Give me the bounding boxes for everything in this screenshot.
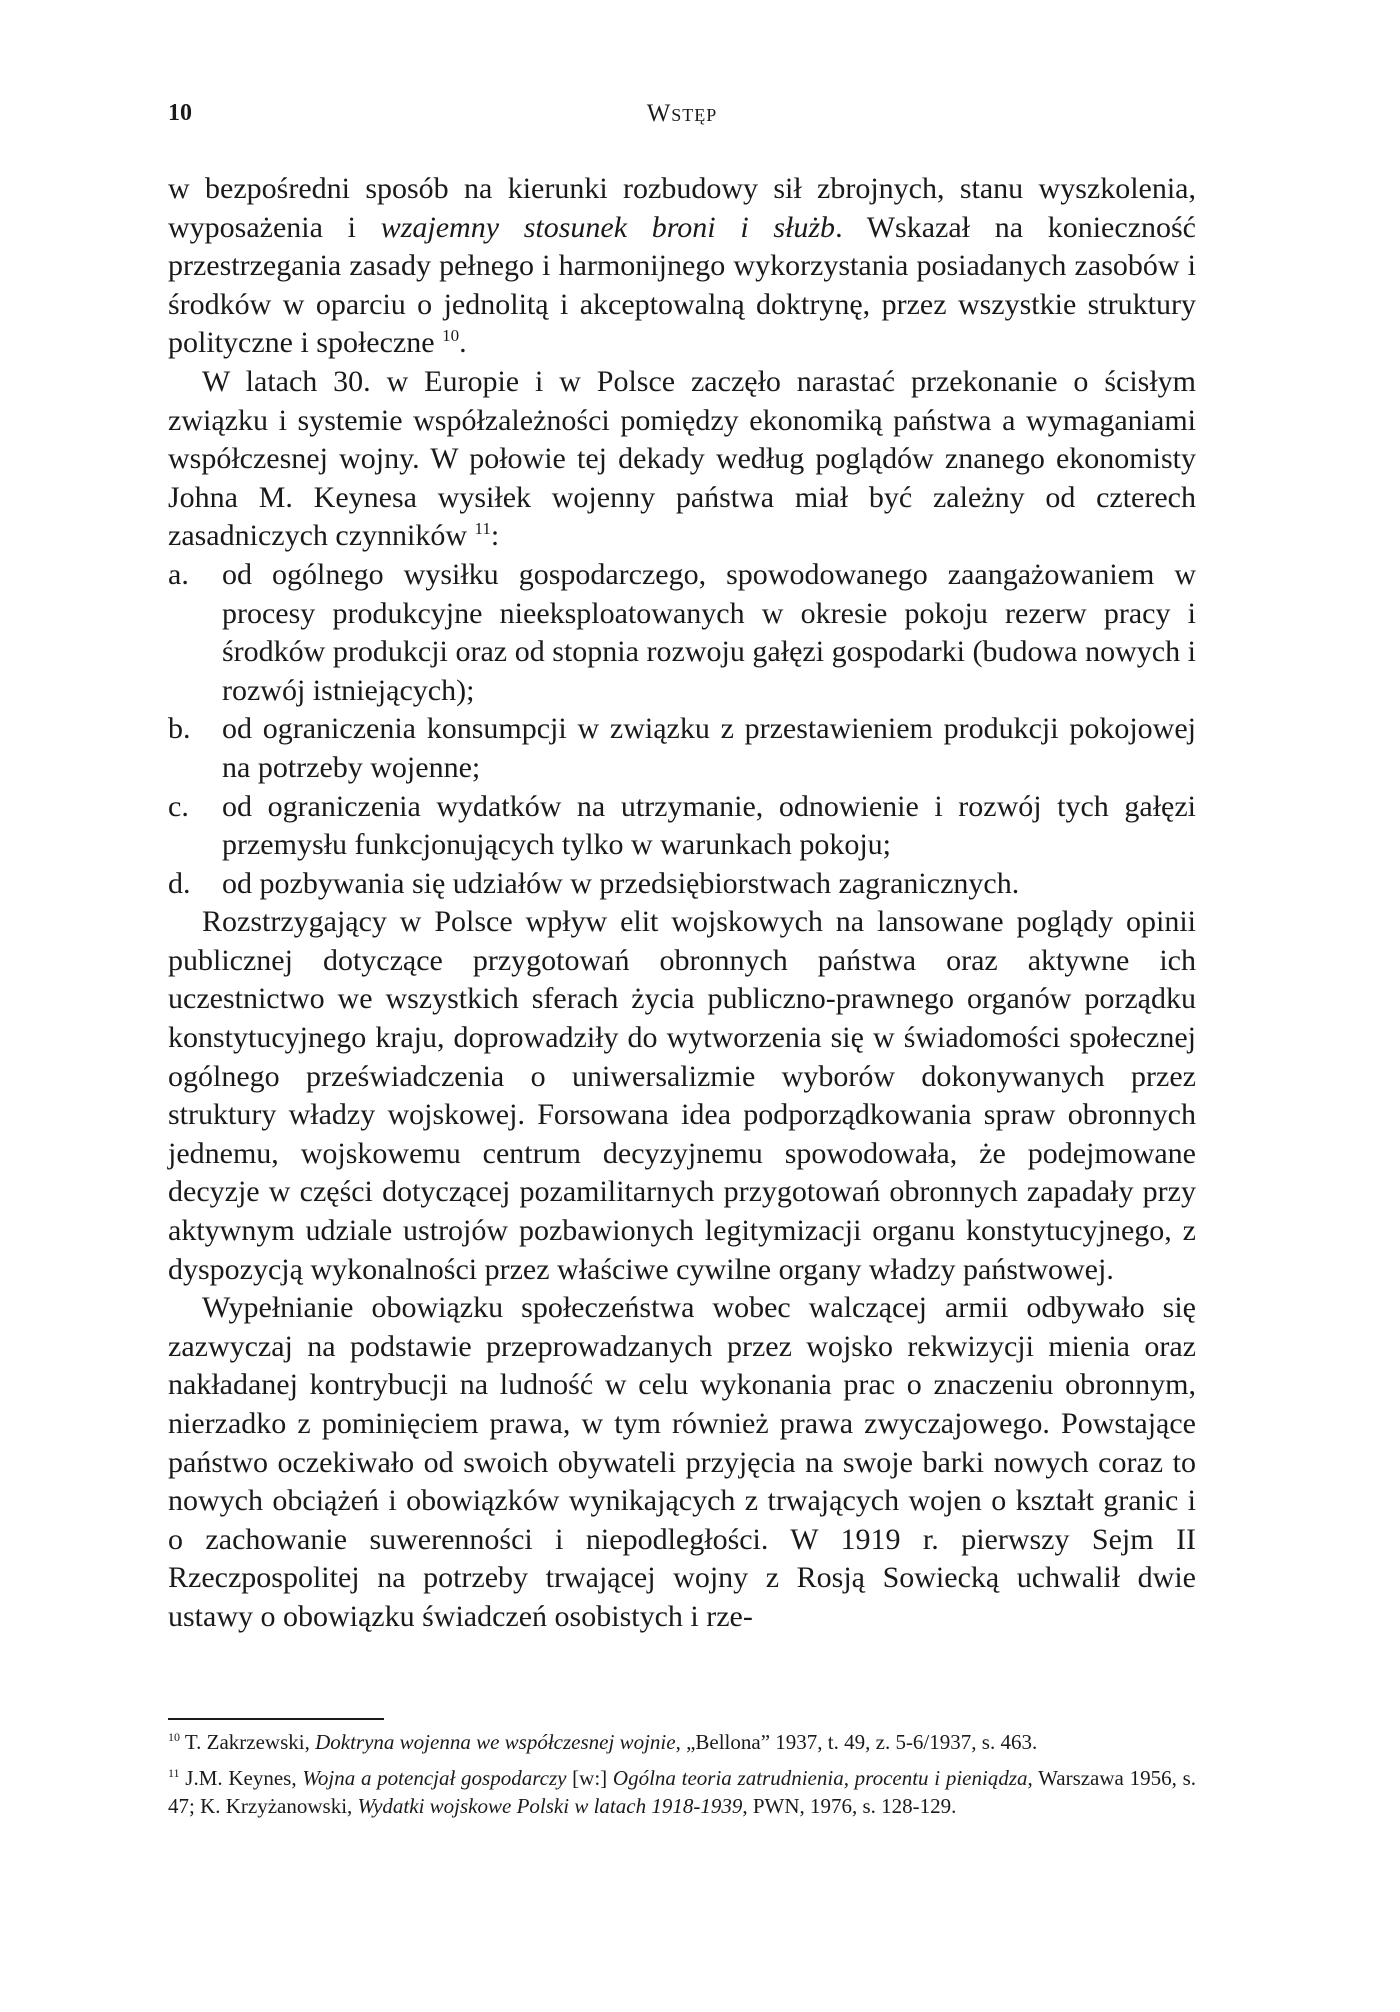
paragraph-text: . (459, 326, 467, 360)
list-marker: a. (168, 557, 189, 591)
list-item-text: od ogólnego wysiłku gospodarczego, spowodowanego zaangażowaniem w procesy produkcyjne nieeksploatowanych w okresie pokoju rezerw pracy i środków produkcji oraz od stopnia rozwoju gałęzi gospodarki (budowa nowych i rozwój istniejących); (222, 557, 1196, 707)
list-marker: c. (168, 789, 189, 823)
list-item-text: od pozbywania się udziałów w przedsiębiorstwach zagranicznych. (222, 866, 1020, 900)
list-item (168, 710, 1196, 787)
italic-phrase: wzajemny stosunek broni i służb (380, 210, 836, 244)
list-item-text: od ograniczenia konsumpcji w związku z przestawieniem produkcji pokojowej na potrzeby wojenne; (222, 712, 1196, 784)
paragraph-text: : (490, 519, 500, 553)
list-item (168, 865, 1196, 904)
paragraph-3: Rozstrzygający w Polsce wpływ elit wojskowych na lansowane poglądy opinii publicznej dotyczące przygotowań obronnych państwa oraz aktywne ich uczestnictwo we wszystkich sferach życia publiczno-prawnego organów porządku konstytucyjnego kraju, doprowadziły do wytworzenia się w świadomości społecznej ogólnego przeświadczenia o uniwersalizmie wyborów dokonywanych przez struktury władzy wojskowej. Forsowana idea podporządkowania spraw obronnych jednemu, wojskowemu centrum decyzyjnemu spowodowała, że podejmowane decyzje w części dotyczącej pozamilitarnych przygotowań obronnych zapadały przy aktywnym udziale ustrojów pozbawionych legitymizacji organu konstytucyjnego, z dyspozycją wykonalności przez właściwe cywilne organy władzy państwowej. (168, 905, 1196, 1286)
list-item (168, 556, 1196, 710)
footnote-title: Doktryna wojenna we współczesnej wojnie (315, 1730, 676, 1754)
factor-list (168, 556, 1196, 903)
footnote-text: , Warszawa 1956, s. 47; K. Krzyżanowski, (168, 1766, 1197, 1818)
list-marker: d. (168, 866, 191, 900)
list-item-text: od ograniczenia wydatków na utrzymanie, odnowienie i rozwój tych gałęzi przemysłu funkcjonujących tylko w warunkach pokoju; (222, 789, 1196, 862)
list-item (168, 788, 1196, 865)
footnote-mark: 10 (168, 1730, 180, 1744)
footnote-text: , PWN, 1976, s. 128-129. (742, 1794, 957, 1818)
paragraph-text: w bezpośredni sposób na kierunki rozbudowy sił zbrojnych, stanu wyszkolenia, wyposażenia i (168, 172, 1196, 244)
footnote-mark: 11 (168, 1766, 180, 1780)
footnote-10 (168, 1728, 1196, 1756)
running-head: Wstęp (646, 100, 718, 127)
footnote-title: Wydatki wojskowe Polski w latach 1918-1939 (357, 1794, 743, 1818)
footnote-reference[interactable]: 10 (442, 326, 460, 346)
footnote-reference[interactable]: 11 (474, 519, 491, 539)
page-header (168, 100, 1196, 140)
paragraph-1 (168, 170, 1196, 363)
footnotes (168, 1728, 1196, 1828)
paragraph-4: Wypełnianie obowiązku społeczeństwa wobec walczącej armii odbywało się zazwyczaj na podstawie przeprowadzanych przez wojsko rekwizycji mienia oraz nakładanej kontrybucji na ludność w celu wykonania prac o znaczeniu obronnym, nierzadko z pominięciem prawa, w tym również prawa zwyczajowego. Powstające państwo oczekiwało od swoich obywateli przyjęcia na swoje barki nowych coraz to nowych obciążeń i obowiązków wynikających z trwających wojen o kształt granic i o zachowanie suwerenności i niepodległości. W 1919 r. pierwszy Sejm II Rzeczpospolitej na potrzeby trwającej wojny z Rosją Sowiecką uchwalił dwie ustawy o obowiązku świadczeń osobistych i rze- (168, 1291, 1196, 1633)
footnote-text: T. Zakrzewski, (180, 1730, 316, 1754)
paragraph-text: . Wskazał na konieczność przestrzegania zasady pełnego i harmonijnego wykorzystania posiadanych zasobów i środków w oparciu o jednolitą i akceptowalną doktrynę, przez wszystkie struktury polityczne i społeczne (168, 210, 1196, 360)
footnote-text: [w:] (566, 1766, 613, 1790)
footnote-title: Ogólna teoria zatrudnienia, procentu i pieniądza (612, 1766, 1028, 1790)
paragraph-2 (168, 363, 1196, 556)
footnote-11 (168, 1764, 1196, 1820)
paragraph-text: W latach 30. w Europie i w Polsce zaczęło narastać przekonanie o ścisłym związku i systemie współzależności pomiędzy ekonomiką państwa a wymaganiami współczesnej wojny. W połowie tej dekady według poglądów znanego ekonomisty Johna M. Keynesa wysiłek wojenny państwa miał być zależny od czterech zasadniczych czynników (168, 364, 1196, 553)
main-text (168, 170, 1196, 1637)
footnote-divider (168, 1718, 384, 1720)
page-number: 10 (168, 100, 192, 126)
list-marker: b. (168, 712, 191, 746)
footnote-text: , „Bellona” 1937, t. 49, z. 5-6/1937, s. 463. (675, 1730, 1038, 1754)
footnote-title: Wojna a potencjał gospodarczy (302, 1766, 567, 1790)
footnote-text: J.M. Keynes, (179, 1766, 303, 1790)
